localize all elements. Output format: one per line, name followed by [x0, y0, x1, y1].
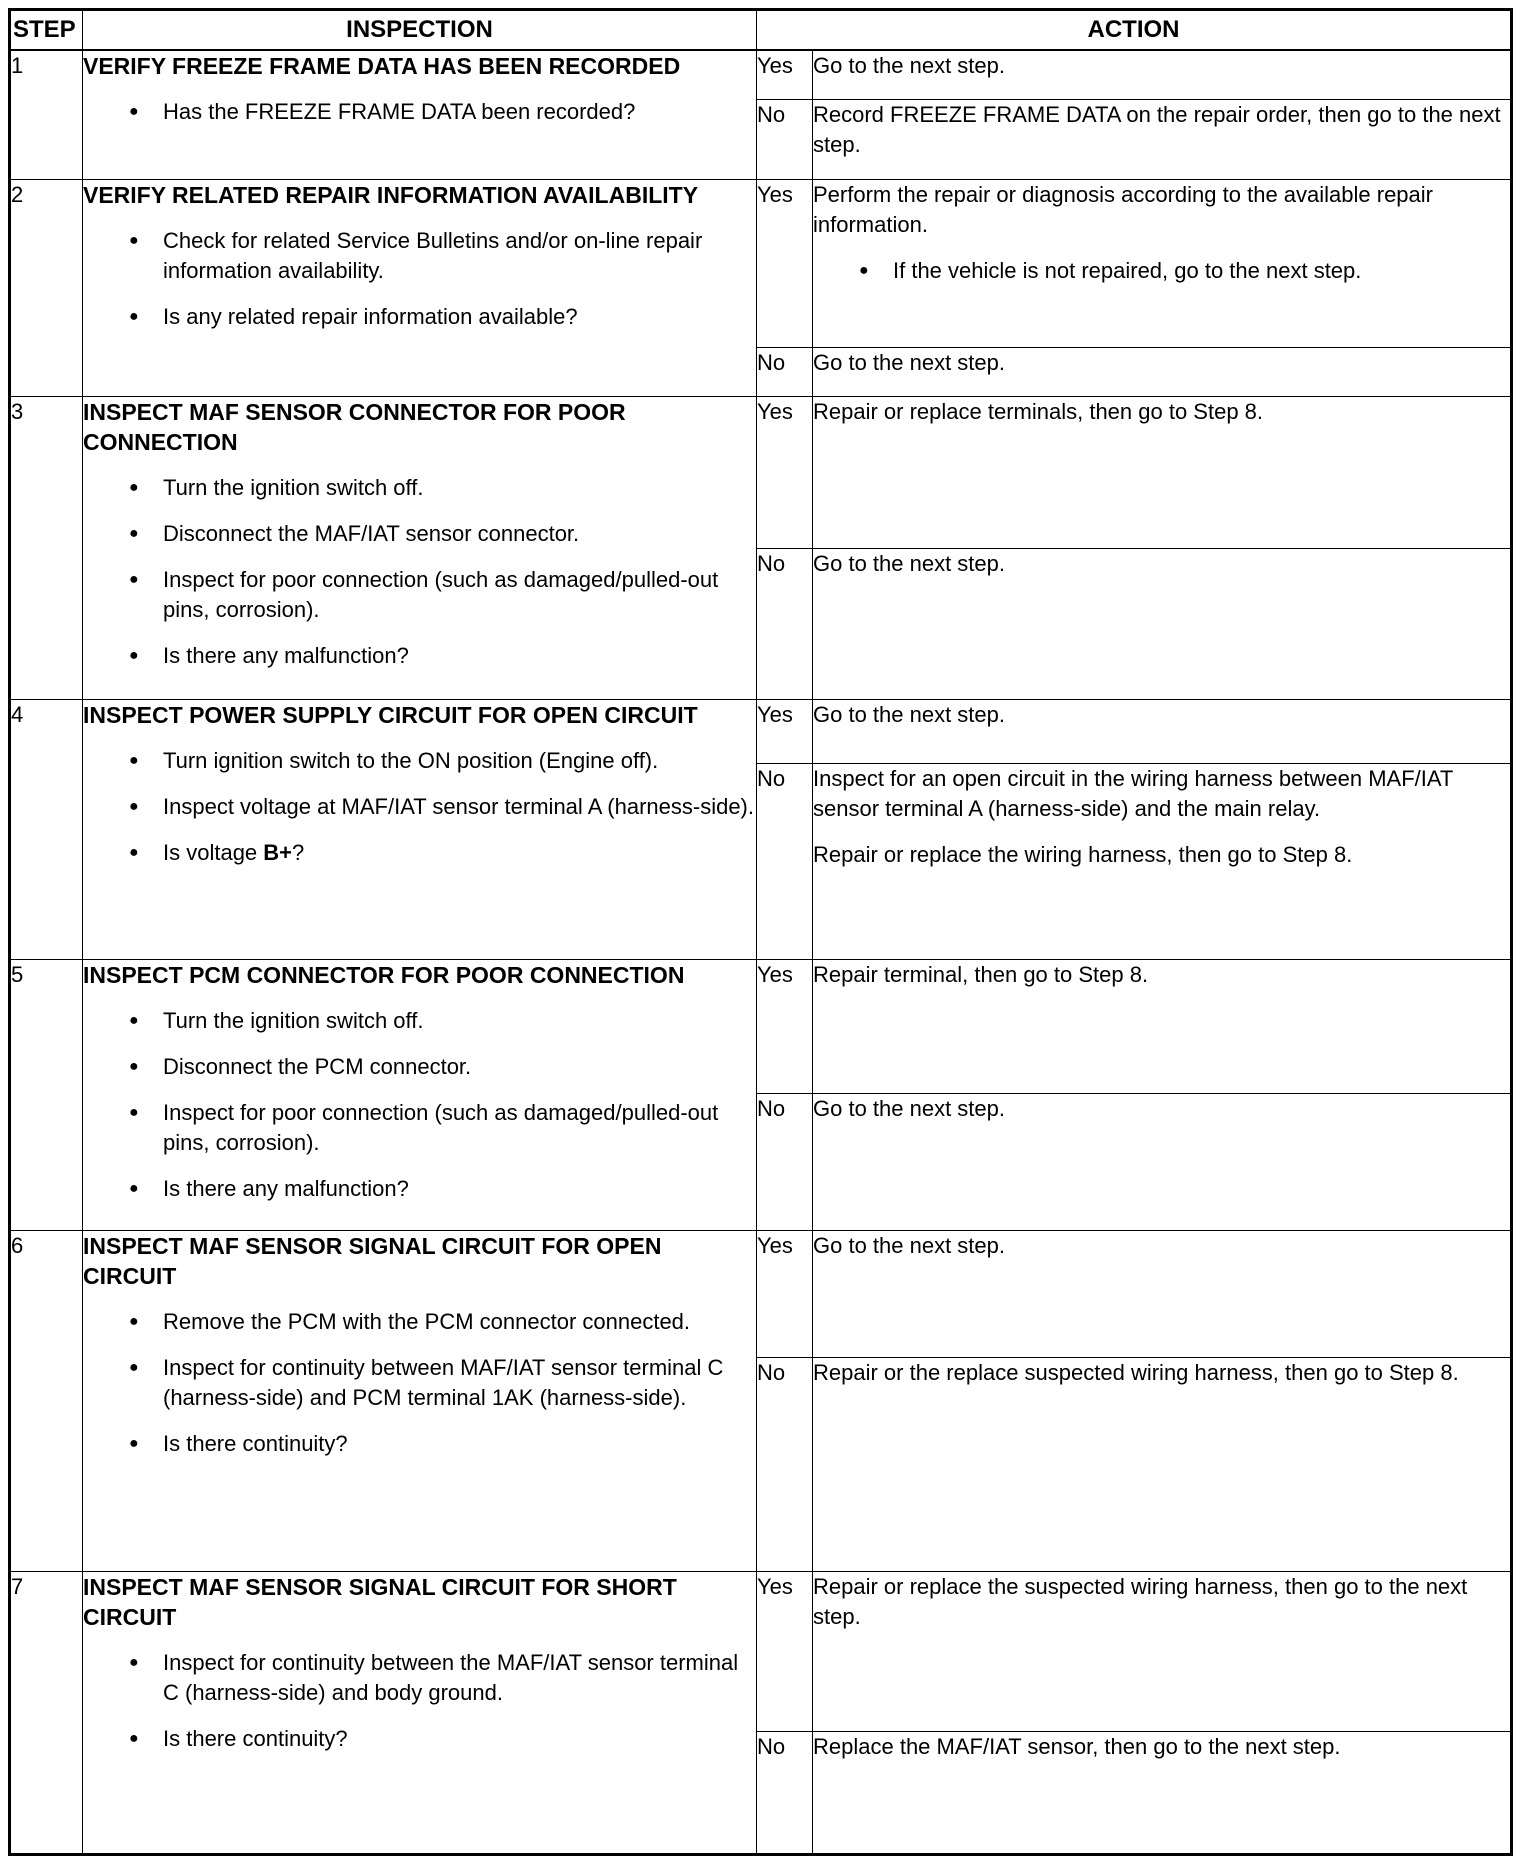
yes-action-sublist [813, 256, 1510, 286]
step-row [10, 397, 1512, 548]
header-inspection: INSPECTION [83, 10, 757, 51]
yes-action [813, 1231, 1512, 1358]
step-bullets [83, 473, 756, 671]
step-row [10, 699, 1512, 763]
step-title: VERIFY FREEZE FRAME DATA HAS BEEN RECORDED [83, 53, 681, 79]
no-action [813, 548, 1512, 699]
yes-action-text: Go to the next step. [813, 1233, 1006, 1259]
bullet-item: ● Is there continuity? [83, 1724, 756, 1754]
yes-action-text: Go to the next step. [813, 53, 1006, 78]
no-action-text: Inspect for an open circuit in the wiring harness between MAF/IAT sensor terminal A (harness-side) and the main relay. [813, 766, 1453, 822]
yes-action [813, 179, 1512, 347]
bullet-item: ● Turn the ignition switch off. [83, 1006, 756, 1036]
header-step: STEP [10, 10, 83, 51]
voltage-value: B+ [263, 839, 293, 865]
bullet-item: ● Check for related Service Bulletins and/or on-line repair information availability. [83, 226, 756, 286]
step-bullets [83, 1006, 756, 1204]
step-number: 4 [10, 699, 83, 959]
no-action [813, 1357, 1512, 1571]
bullet-text: ? [292, 839, 305, 865]
yes-action [813, 699, 1512, 763]
no-label: No [757, 348, 813, 397]
no-action [813, 1094, 1512, 1231]
bullet-item: ● Has the FREEZE FRAME DATA been recorded? [83, 97, 756, 127]
step-inspection [83, 397, 757, 700]
yes-label: Yes [757, 959, 813, 1094]
step-number: 7 [10, 1572, 83, 1855]
step-bullets [83, 746, 756, 868]
bullet-item: ● Is any related repair information available? [83, 302, 756, 332]
step-number: 2 [10, 179, 83, 396]
bullet-item: ● Inspect for poor connection (such as damaged/pulled-out pins, corrosion). [83, 1098, 756, 1158]
bullet-text: Is voltage [163, 839, 264, 865]
bullet-item [83, 838, 756, 868]
step-title: INSPECT PCM CONNECTOR FOR POOR CONNECTION [83, 961, 685, 988]
step-number: 5 [10, 959, 83, 1230]
yes-action-text: Repair or replace terminals, then go to Step 8. [813, 399, 1264, 425]
yes-action-text: Perform the repair or diagnosis according to the available repair information. [813, 181, 1433, 237]
yes-action-text: Repair or replace the suspected wiring harness, then go to the next step. [813, 1574, 1468, 1630]
bullet-item: ● If the vehicle is not repaired, go to the next step. [813, 256, 1510, 286]
step-title: INSPECT MAF SENSOR CONNECTOR FOR POOR CONNECTION [83, 399, 626, 456]
step-inspection [83, 1231, 757, 1572]
bullet-item: ● Is there any malfunction? [83, 641, 756, 671]
step-number: 1 [10, 50, 83, 179]
no-label: No [757, 764, 813, 959]
no-label: No [757, 548, 813, 699]
bullet-item: ● Remove the PCM with the PCM connector connected. [83, 1307, 756, 1337]
no-label: No [757, 99, 813, 179]
no-action-text: Repair or the replace suspected wiring harness, then go to Step 8. [813, 1359, 1459, 1385]
step-bullets [83, 1307, 756, 1459]
no-action-text-2: Repair or replace the wiring harness, then go to Step 8. [813, 842, 1353, 868]
bullet-item: ● Turn the ignition switch off. [83, 473, 756, 503]
step-title: INSPECT MAF SENSOR SIGNAL CIRCUIT FOR OPEN CIRCUIT [83, 1233, 662, 1290]
step-inspection [83, 179, 757, 396]
inspection-table [8, 8, 1513, 1856]
step-bullets [83, 1648, 756, 1754]
step-bullets [83, 226, 756, 332]
yes-action [813, 397, 1512, 548]
step-inspection [83, 699, 757, 959]
bullet-item: ● Disconnect the PCM connector. [83, 1052, 756, 1082]
step-inspection [83, 50, 757, 179]
step-number: 6 [10, 1231, 83, 1572]
step-row [10, 1572, 1512, 1732]
header-action: ACTION [757, 10, 1512, 51]
no-action [813, 1732, 1512, 1855]
no-action [813, 764, 1512, 959]
bullet-item: ● Inspect for continuity between MAF/IAT sensor terminal C (harness-side) and PCM terminal 1AK (harness-side). [83, 1353, 756, 1413]
step-bullets [83, 97, 756, 127]
yes-action [813, 50, 1512, 99]
no-action-text: Go to the next step. [813, 550, 1006, 576]
no-action-text: Replace the MAF/IAT sensor, then go to the next step. [813, 1734, 1341, 1760]
step-row [10, 1231, 1512, 1358]
yes-action [813, 1572, 1512, 1732]
yes-label: Yes [757, 1572, 813, 1732]
bullet-item: ● Is there continuity? [83, 1429, 756, 1459]
yes-label: Yes [757, 1231, 813, 1358]
step-number: 3 [10, 397, 83, 700]
yes-label: Yes [757, 397, 813, 548]
step-row [10, 50, 1512, 99]
bullet-item: ● Inspect voltage at MAF/IAT sensor terminal A (harness-side). [83, 792, 756, 822]
no-action [813, 99, 1512, 179]
bullet-item: ● Inspect for continuity between the MAF/IAT sensor terminal C (harness-side) and body ground. [83, 1648, 756, 1708]
bullet-item: ● Turn ignition switch to the ON position (Engine off). [83, 746, 756, 776]
yes-label: Yes [757, 179, 813, 347]
step-title: INSPECT POWER SUPPLY CIRCUIT FOR OPEN CIRCUIT [83, 701, 698, 728]
step-row [10, 959, 1512, 1094]
step-inspection [83, 1572, 757, 1855]
no-label: No [757, 1732, 813, 1855]
yes-action [813, 959, 1512, 1094]
bullet-item: ● Is there any malfunction? [83, 1174, 756, 1204]
no-action-text: Record FREEZE FRAME DATA on the repair order, then go to the next step. [813, 101, 1501, 157]
no-action [813, 348, 1512, 397]
yes-label: Yes [757, 699, 813, 763]
step-inspection [83, 959, 757, 1230]
bullet-item: ● Inspect for poor connection (such as damaged/pulled-out pins, corrosion). [83, 565, 756, 625]
bullet-item: ● Disconnect the MAF/IAT sensor connector. [83, 519, 756, 549]
no-action-text: Go to the next step. [813, 1096, 1006, 1122]
no-label: No [757, 1094, 813, 1231]
no-label: No [757, 1357, 813, 1571]
header-row [10, 10, 1512, 51]
step-title: INSPECT MAF SENSOR SIGNAL CIRCUIT FOR SHORT CIRCUIT [83, 1574, 677, 1631]
yes-label: Yes [757, 50, 813, 99]
yes-action-text: Repair terminal, then go to Step 8. [813, 961, 1149, 987]
no-action-text: Go to the next step. [813, 350, 1006, 376]
step-row [10, 179, 1512, 347]
step-title: VERIFY RELATED REPAIR INFORMATION AVAILABILITY [83, 181, 699, 208]
yes-action-text: Go to the next step. [813, 701, 1006, 727]
